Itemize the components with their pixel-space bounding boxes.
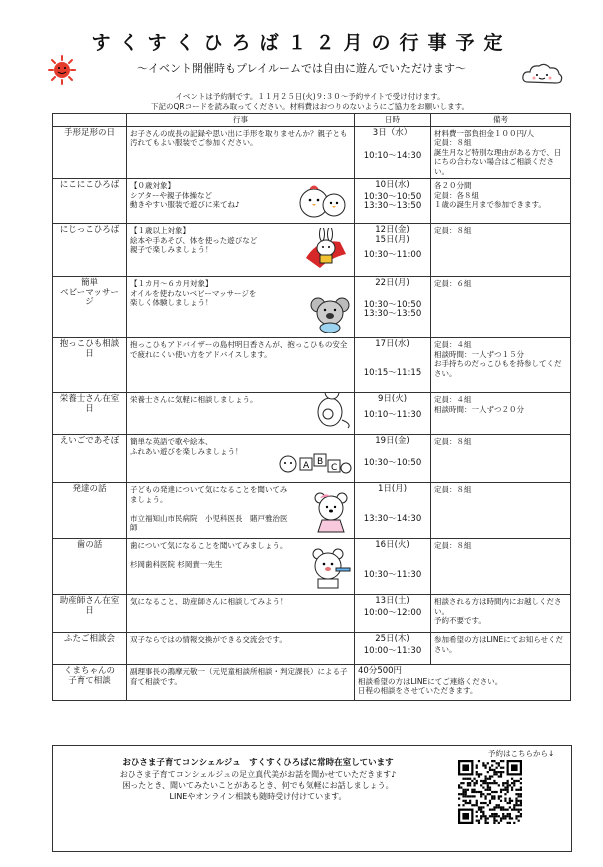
event-name: にこにこひろば xyxy=(53,179,127,224)
event-name: 手形足形の日 xyxy=(53,126,127,179)
content-line: 双子ならではの情報交換ができる交流会です。 xyxy=(130,635,287,644)
event-datetime xyxy=(355,338,431,393)
content-line: ふれあい遊びを楽しみましょう！ xyxy=(130,446,243,456)
event-name: 簡単 ベビーマッサージ xyxy=(53,277,127,338)
table-row xyxy=(53,595,571,633)
header-empty xyxy=(53,114,127,127)
event-datetime xyxy=(355,277,431,338)
event-name: 助産師さん在室日 xyxy=(53,595,127,633)
event-time: 13:30～13:50 xyxy=(363,309,422,319)
footer-line-1: おひさま子育てコンシェルジュの足立真代美がお話を聞かせていただきます♪ xyxy=(119,770,397,779)
event-date: 40分500円 xyxy=(358,666,403,676)
table-row xyxy=(53,633,571,665)
event-time: 10:00～12:00 xyxy=(363,607,422,618)
event-time: 10:10～11:30 xyxy=(363,409,422,420)
event-notes xyxy=(431,126,571,179)
event-notes xyxy=(431,633,571,665)
content-line xyxy=(130,504,291,514)
svg-text:A: A xyxy=(303,460,310,471)
content-line: 簡単な英語で歌や絵本、 xyxy=(130,437,213,446)
content-line: シアターや親子体操など xyxy=(130,190,212,200)
event-notes xyxy=(431,179,571,224)
event-date: 3日（水） xyxy=(372,127,413,138)
event-date: 19日(金) xyxy=(375,436,410,446)
schedule-table xyxy=(52,113,571,701)
event-name: 抱っこひも相談日 xyxy=(53,338,127,393)
event-date: 10日(水) xyxy=(375,180,410,190)
footer-title: おひさま子育てコンシェルジュ すくすくひろばに常時在室しています xyxy=(122,758,394,768)
event-name: えいごであそぼ xyxy=(53,435,127,483)
event-date: 17日(水) xyxy=(375,339,410,349)
event-date: 16日(火) xyxy=(375,540,410,550)
event-datetime xyxy=(355,633,431,665)
event-datetime xyxy=(355,179,431,224)
content-line: 杉岡歯科医院 杉岡貴一先生 xyxy=(130,560,223,569)
table-row xyxy=(53,338,571,393)
table-row xyxy=(53,435,571,483)
event-name: ふたご相談会 xyxy=(53,633,127,665)
event-content xyxy=(127,277,355,338)
footer-box xyxy=(52,745,572,852)
note-line: 予約不要です。 xyxy=(434,616,486,625)
event-notes xyxy=(431,595,571,633)
event-name: 発達の話 xyxy=(53,483,127,539)
content-line: 子どもの発達について気になることを聞いてみましょう。 xyxy=(130,485,288,504)
event-time: 10:15～11:15 xyxy=(363,367,422,378)
note-line: 定員：６組 xyxy=(434,279,472,288)
event-datetime xyxy=(355,435,431,483)
event-date: 1日(月) xyxy=(377,484,408,494)
event-date: 13日(土) xyxy=(375,596,410,606)
note-line: 定員：各８組 xyxy=(434,190,479,200)
notice-line-1: イベントは予約制です。１１月２５日(火)９:３０～予約サイトで受け付けます。 xyxy=(175,92,445,101)
cloud-icon xyxy=(520,60,564,86)
content-line: 【１カ月～６カ月対象】 xyxy=(130,279,213,288)
event-name: 栄養士さん在室日 xyxy=(53,393,127,435)
event-content xyxy=(127,665,355,701)
note-line: 定員：８組 xyxy=(434,541,472,550)
event-date: 22日(月) xyxy=(375,278,410,288)
event-datetime xyxy=(355,539,431,595)
event-datetime xyxy=(355,595,431,633)
content-line: 副理事長の鴻摩元敬一（元児童相談所相談・判定課長）による子育て相談です。 xyxy=(130,667,348,686)
page-subtitle: ～イベント開催時もプレイルームでは自由に遊んでいただけます～ xyxy=(136,62,466,75)
event-notes xyxy=(431,483,571,539)
event-content xyxy=(127,338,355,393)
note-line: 各２０分間 xyxy=(434,181,472,190)
event-notes xyxy=(431,539,571,595)
event-content xyxy=(127,179,355,224)
content-line: 気になること、助産師さんに相談してみよう！ xyxy=(130,597,288,606)
note-line: 日程の相談をさせていただきます。 xyxy=(358,686,478,695)
note-line: 材料費一部負担金１００円/人 xyxy=(434,128,535,138)
event-datetime xyxy=(355,224,431,277)
table-row xyxy=(53,224,571,277)
event-date: 9日(火) xyxy=(377,394,408,404)
event-content xyxy=(127,539,355,595)
table-row xyxy=(53,483,571,539)
event-content xyxy=(127,483,355,539)
notice-line-2: 下記のQRコードを読み取ってください。材料費はおつりのないようにご協力をお願いします。 xyxy=(151,102,469,111)
event-notes xyxy=(431,393,571,435)
note-line: 参加希望の方はLINEにてお知らせください。 xyxy=(434,635,564,654)
content-line xyxy=(130,551,291,561)
page-title: すくすくひろば１２月の行事予定 xyxy=(91,32,512,54)
event-datetime xyxy=(355,665,571,701)
note-line: 定員：８組 xyxy=(434,437,472,446)
content-line: 楽しく体験しましょう！ xyxy=(130,298,213,307)
header-event: 行事 xyxy=(127,114,355,127)
event-name: にじっこひろば xyxy=(53,224,127,277)
footer-line-3: LINEやオンライン相談も随時受け付けています。 xyxy=(169,792,347,801)
event-content xyxy=(127,435,355,483)
event-notes xyxy=(431,435,571,483)
event-content xyxy=(127,126,355,179)
event-time: 10:30～10:50 xyxy=(363,299,422,310)
event-time: 10:00～11:30 xyxy=(363,645,422,656)
event-name: 歯の話 xyxy=(53,539,127,595)
table-row xyxy=(53,539,571,595)
note-line: 定員：８組 xyxy=(434,485,472,494)
svg-text:B: B xyxy=(317,456,324,467)
table-row xyxy=(53,393,571,435)
table-row xyxy=(53,179,571,224)
event-content xyxy=(127,633,355,665)
content-line: 動きやすい服装で遊びに来てね♪ xyxy=(130,200,240,209)
event-content xyxy=(127,595,355,633)
note-line: 誕生月など特別な理由がある方で、日にちの合わない場合はご相談ください。 xyxy=(434,147,562,176)
event-time: 10:30～11:00 xyxy=(363,250,422,260)
event-datetime xyxy=(355,483,431,539)
event-datetime xyxy=(355,393,431,435)
qr-code-icon[interactable] xyxy=(458,760,522,824)
footer-line-2: 困ったとき、聞いてみたいことがあるとき、何でも気軽にお話しましょう。 xyxy=(122,781,394,790)
content-line: 親子で楽しみましょう！ xyxy=(130,245,213,254)
header-notes: 備考 xyxy=(431,114,571,127)
event-name: くまちゃんの 子育て相談 xyxy=(53,665,127,701)
event-content xyxy=(127,393,355,435)
content-line: 栄養士さんに気軽に相談しましょう。 xyxy=(130,395,258,404)
note-line: 相談される方は時間内にお越しください。 xyxy=(434,597,562,616)
note-line: 相談時間：一人ずつ１５分 xyxy=(434,349,524,359)
event-time: 10:30～10:50 xyxy=(363,457,422,468)
table-row xyxy=(53,277,571,338)
note-line: お手持ちのだっこひもを持参してください。 xyxy=(434,359,562,378)
event-time: 10:30～10:50 xyxy=(363,191,422,202)
note-line: 定員：８組 xyxy=(434,138,472,147)
table-row xyxy=(53,126,571,179)
content-line: オイルを使わないベビーマッサージを xyxy=(130,288,257,298)
qr-label: 予約はこちらから↓ xyxy=(488,749,555,758)
event-notes xyxy=(431,224,571,277)
event-time: 13:30～14:30 xyxy=(363,513,422,524)
event-time: 10:30～11:30 xyxy=(363,569,422,580)
content-line: 絵本や手あそび、体を使った遊びなど xyxy=(130,235,258,245)
event-datetime xyxy=(355,126,431,179)
content-line: 【１歳以上対象】 xyxy=(130,226,190,235)
table-header-row xyxy=(53,114,571,127)
table-row xyxy=(53,665,571,701)
content-line: お子さんの成長の記録や思い出に手形を取りませんか？親子とも汚れてもよい服装でご参加ください。 xyxy=(130,128,348,147)
svg-text:C: C xyxy=(331,462,338,473)
event-notes xyxy=(431,277,571,338)
note-line: 定員：４組 xyxy=(434,340,472,349)
content-line: 歯について気になることを聞いてみましょう。 xyxy=(130,541,288,550)
event-content xyxy=(127,224,355,277)
event-date: 25日(木) xyxy=(375,634,410,644)
note-line: 相談希望の方はLINEにてご連絡ください。 xyxy=(358,676,503,686)
footer-text xyxy=(53,758,463,802)
notice xyxy=(60,92,560,112)
content-line: 【０歳対象】 xyxy=(130,181,175,190)
content-line: 抱っこひもアドバイザーの島村明日香さんが、抱っこひもの安全で疲れにくい使い方をアドバイスします。 xyxy=(130,340,348,359)
note-line: 定員：８組 xyxy=(434,226,472,235)
event-time: 13:30～13:50 xyxy=(363,201,422,211)
event-time: 10:10～14:30 xyxy=(363,151,422,161)
note-line: １歳の誕生月まで参加できます。 xyxy=(434,200,546,209)
content-line: 市立福知山市民病院 小児科医長 賭戸雅治医師 xyxy=(130,513,288,532)
note-line: 定員：４組 xyxy=(434,395,472,404)
event-notes xyxy=(431,338,571,393)
header-datetime: 日時 xyxy=(355,114,431,127)
event-date: 12日(金) 15日(月) xyxy=(375,225,410,245)
note-line: 相談時間：一人ずつ２０分 xyxy=(434,404,524,414)
